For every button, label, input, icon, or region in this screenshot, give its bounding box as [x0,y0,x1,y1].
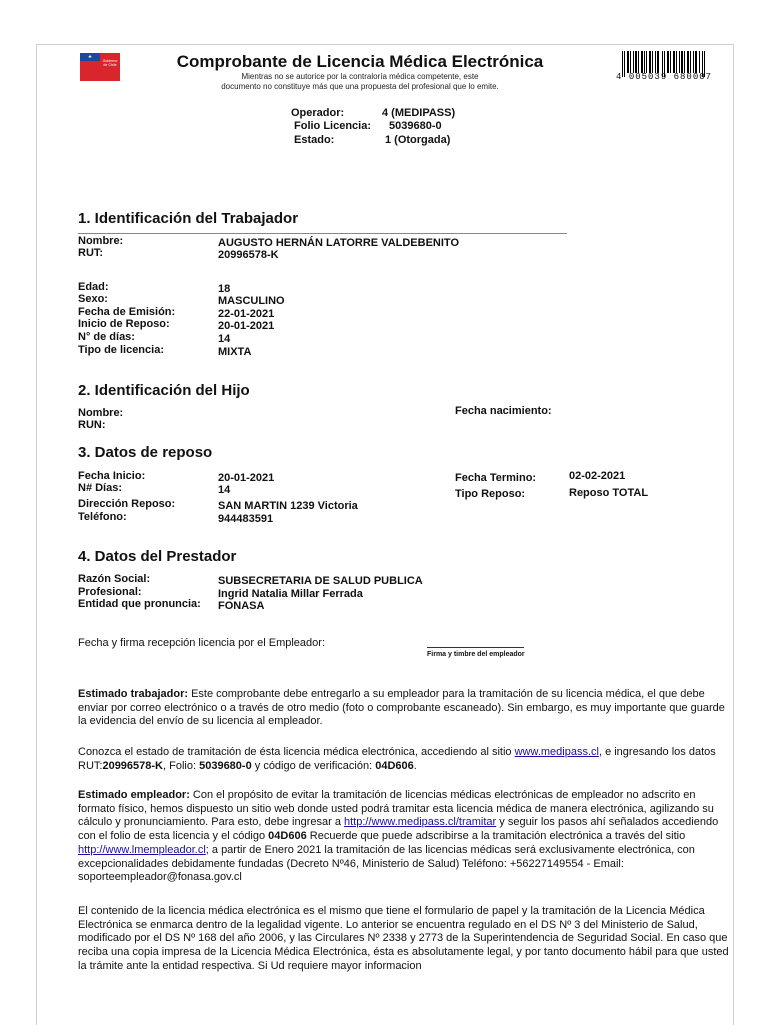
paragraph-trabajador [78,688,730,729]
estado-text-e: . [413,759,417,772]
empleador-text-d: ; a partir de Enero 2021 la tramitación de las licencias médicas será exclusivamente electrónica, con excepcionalidades debidamente fundadas (Decreto Nº46, Ministerio de Salud) Teléfono: +56227149554 - Email: soporteempleador@fonasa.gov.cl [78,843,695,884]
document-title: Comprobante de Licencia Médica Electrónica [176,52,544,71]
entidad-label: Entidad que pronuncia: [78,598,201,610]
tipo-licencia-label: Tipo de licencia: [78,344,164,356]
section-2-heading: 2. Identificación del Hijo [78,382,250,399]
paragraph-empleador [78,789,730,885]
barcode-digit-2: 005039 [628,72,668,82]
svg-text:Gobierno: Gobierno [102,59,118,63]
tipo-licencia-value: MIXTA [218,346,252,358]
profesional-label: Profesional: [78,586,142,598]
barcode-digit-1: 4 [616,72,623,82]
medipass-link[interactable]: www.medipass.cl [514,746,599,758]
estado-text-a: Conozca el estado de tramitación de ésta licencia médica electrónica, accediendo al sitio [78,746,515,758]
dias-label: N# Días: [78,482,123,494]
numero-dias-value: 14 [218,333,231,345]
tipo-reposo-value: Reposo TOTAL [569,487,649,499]
trabajador-text: Este comprobante debe entregarlo a su empleador para la tramitación de su licencia médica, el que debe enviar por correo electrónico o a través de otro medio (foto o comprobante escaneado). Sin embargo, es muy importante que guarde la evidencia del envío de su licencia al empleador. [78,688,725,728]
empleador-text-b: y seguir los pasos ahí señalados accediendo con el folio de esta licencia y el código [78,816,719,843]
razon-social-label: Razón Social: [78,573,151,585]
empleador-greeting: Estimado empleador: [78,789,190,801]
estado-text-b: , e ingresando los datos RUT: [78,746,716,772]
signature-prompt: Fecha y firma recepción licencia por el Empleador: [78,637,326,649]
section-1-heading: 1. Identificación del Trabajador [78,210,299,227]
subtitle-line-2: documento no constituye más que una propuesta del profesional que lo emite. [221,82,499,91]
lmempleador-link[interactable]: http://www.lmempleador.cl [78,843,206,856]
section-4-heading: 4. Datos del Prestador [78,548,237,565]
gobierno-de-chile-logo [80,53,120,91]
entidad-value: FONASA [218,600,265,612]
estado-codigo: 04D606 [375,759,414,772]
razon-social-value: SUBSECRETARIA DE SALUD PUBLICA [218,575,423,587]
estado-value: 1 (Otorgada) [385,134,451,146]
subtitle-line-1: Mientras no se autorice por la contraloría médica competente, este [241,72,479,81]
inicio-reposo-label: Inicio de Reposo: [78,318,170,330]
edad-value: 18 [218,283,231,295]
dias-value: 14 [218,484,231,496]
hijo-run-label: RUN: [78,419,106,431]
empleador-text-a: Con el propósito de evitar la tramitación de licencias médicas electrónicas de empleador no adscrito en formato físico, hemos dispuesto un sitio web donde usted podrá tramitar esta licencia médica de manera electrónica, agilizando su cálculo y pronunciamiento. Para esto, debe ingresar a [78,789,714,829]
tipo-reposo-label: Tipo Reposo: [455,488,526,500]
signature-line [427,647,524,648]
trabajador-greeting: Estimado trabajador: [78,688,189,700]
hijo-fecha-nacimiento-label: Fecha nacimiento: [455,405,552,417]
fecha-termino-value: 02-02-2021 [569,470,626,482]
estado-label: Estado: [294,134,335,146]
trabajador-rut-label: RUT: [78,247,104,259]
estado-folio: 5039680-0 [199,759,252,772]
trabajador-nombre-value: AUGUSTO HERNÁN LATORRE VALDEBENITO [218,237,459,249]
fecha-emision-value: 22-01-2021 [218,308,275,320]
paragraph-estado [78,746,730,773]
telefono-value: 944483591 [218,513,274,525]
operador-value: 4 (MEDIPASS) [382,107,456,119]
barcode-digit-3: 680007 [673,72,713,82]
sexo-label: Sexo: [78,293,108,305]
profesional-value: Ingrid Natalia Millar Ferrada [218,588,363,600]
fecha-termino-label: Fecha Termino: [455,472,537,484]
svg-text:de Chile: de Chile [103,63,117,67]
folio-label: Folio Licencia: [294,120,372,132]
medipass-tramitar-link[interactable]: http://www.medipass.cl/tramitar [344,816,497,829]
direccion-reposo-label: Dirección Reposo: [78,498,176,510]
edad-label: Edad: [78,281,109,293]
document-subtitle [170,72,550,92]
section-3-heading: 3. Datos de reposo [78,444,213,461]
hijo-nombre-label: Nombre: [78,407,124,419]
estado-rut: 20996578-K [102,759,164,772]
section-1-divider [78,233,567,234]
fecha-inicio-value: 20-01-2021 [218,472,275,484]
signature-label: Firma y timbre del empleador [427,651,525,658]
sexo-value: MASCULINO [218,295,285,307]
fecha-emision-label: Fecha de Emisión: [78,306,176,318]
estado-text-d: y código de verificación: [251,759,376,772]
empleador-text-c: Recuerde que puede adscribirse a la tramitación electrónica a través del sitio [306,830,686,843]
direccion-reposo-value: SAN MARTIN 1239 Victoria [218,500,358,512]
trabajador-rut-value: 20996578-K [218,249,279,261]
folio-value: 5039680-0 [389,120,442,132]
fecha-inicio-label: Fecha Inicio: [78,470,146,482]
inicio-reposo-value: 20-01-2021 [218,320,275,332]
operador-label: Operador: [291,107,345,119]
trabajador-nombre-label: Nombre: [78,235,124,247]
empleador-codigo: 04D606 [268,830,307,843]
numero-dias-label: N° de días: [78,331,135,343]
paragraph-legal: El contenido de la licencia médica electrónica es el mismo que tiene el formulario de papel y la tramitación de la Licencia Médica Electrónica se enmarca dentro de la legalidad vigente. Lo anterior se encuentra regulado en el DS Nº 3 del Ministerio de Salud, modificado por el DS Nº 168 del año 2006, y las Circulares Nº 2338 y 2773 de la Superintendencia de Seguridad Social. En caso que reciba una copia impresa de la Licencia Médica Electrónica, ésta es absolutamente legal, y por tanto documento hábil para que usted la trámite ante la entidad respectiva. Si Ud requiere mayor informacion [78,905,729,972]
telefono-label: Teléfono: [78,511,127,523]
estado-text-c: , Folio: [163,759,200,772]
barcode [616,51,716,83]
